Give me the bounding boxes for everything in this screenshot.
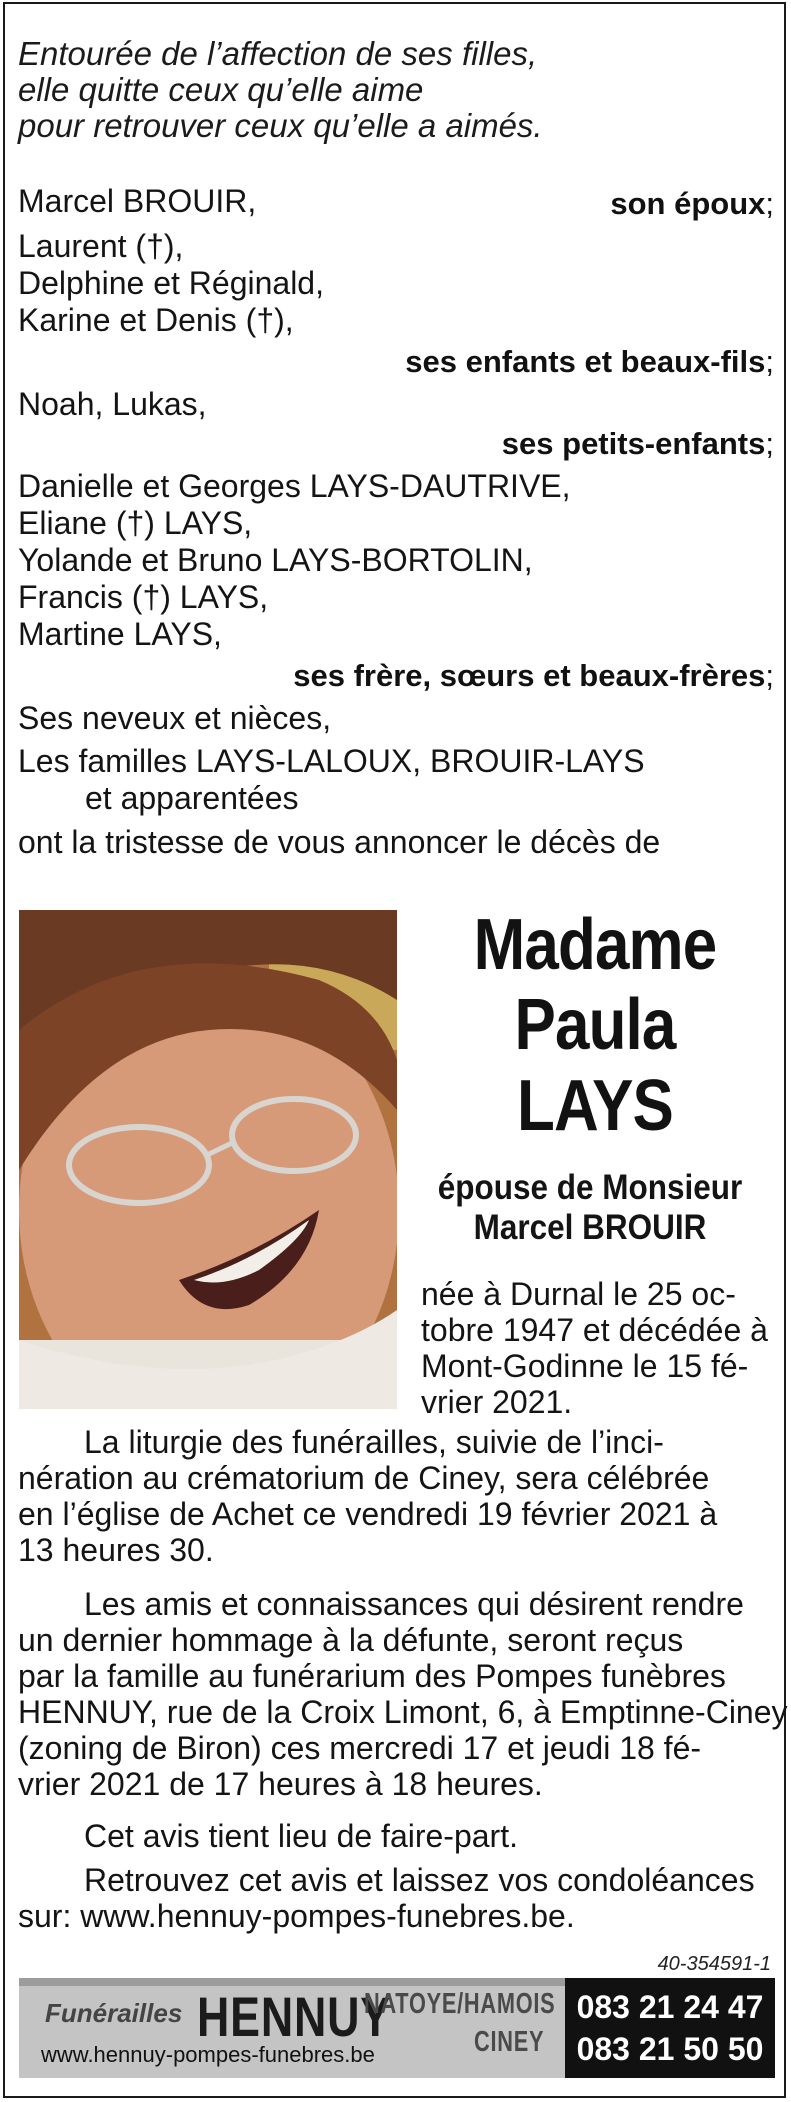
family-line: Eliane (†) LAYS,: [18, 505, 253, 541]
text-line: La liturgie des funérailles, suivie de l’inci-: [84, 1424, 664, 1460]
family-line: Delphine et Réginald,: [18, 265, 324, 301]
notice-line: Cet avis tient lieu de faire-part.: [84, 1818, 518, 1854]
family-line: Karine et Denis (†),: [18, 302, 294, 338]
family-role: [610, 186, 774, 222]
banner-brand-logo: HENNUY: [197, 1985, 391, 2048]
deceased-last-name: LAYS: [516, 1066, 674, 1146]
deceased-first-name: Paula: [514, 985, 676, 1065]
phone-number[interactable]: 083 21 24 47: [576, 1989, 764, 2025]
text-line: sur: www.hennuy-pompes-funebres.be.: [18, 1898, 575, 1934]
family-line: Francis (†) LAYS,: [18, 579, 269, 615]
family-role: [502, 426, 774, 462]
semicolon: ;: [765, 186, 774, 221]
birth-paragraph: [421, 1276, 773, 1420]
family-role-text: ses frère, sœurs et beaux-frères: [293, 658, 766, 693]
family-line: Yolande et Bruno LAYS-BORTOLIN,: [18, 542, 533, 578]
text-line: vrier 2021 de 17 heures à 18 heures.: [18, 1766, 543, 1802]
announcement-line: ont la tristesse de vous annoncer le décès de: [18, 824, 661, 860]
text-line: Mont-Godinne le 15 fé-: [421, 1348, 749, 1384]
family-line: Danielle et Georges LAYS-DAUTRIVE,: [18, 468, 571, 504]
family-line: Ses neveux et nièces,: [18, 700, 332, 736]
banner-towns: NATOYE/HAMOIS: [364, 1988, 556, 2020]
visitation-paragraph: [18, 1586, 788, 1802]
text-line: 13 heures 30.: [18, 1532, 214, 1568]
text-line: née à Durnal le 25 oc-: [421, 1276, 736, 1312]
text-line: en l’église de Achet ce vendredi 19 février 2021 à: [18, 1496, 718, 1532]
family-line: Les familles LAYS-LALOUX, BROUIR-LAYS: [18, 743, 645, 779]
text-line: tobre 1947 et décédée à: [421, 1312, 768, 1348]
semicolon: ;: [765, 658, 774, 693]
funeral-home-banner: [19, 1978, 775, 2078]
family-line: Laurent (†),: [18, 228, 184, 264]
intro-line: elle quitte ceux qu’elle aime: [18, 71, 424, 108]
spouse-name: Marcel BROUIR: [473, 1208, 707, 1247]
family-role: [293, 658, 774, 694]
online-paragraph: [18, 1862, 773, 1934]
text-line: par la famille au funérarium des Pompes funèbres: [18, 1658, 726, 1694]
text-line: (zoning de Biron) ces mercredi 17 et jeudi 18 fé-: [18, 1730, 702, 1766]
text-line: nération au crématorium de Ciney, sera célébrée: [18, 1460, 710, 1496]
family-line: Martine LAYS,: [18, 616, 222, 652]
phone-number[interactable]: 083 21 50 50: [576, 2031, 764, 2067]
liturgy-paragraph: [18, 1424, 773, 1568]
family-line: et apparentées: [85, 780, 299, 816]
text-line: Retrouvez cet avis et laissez vos condoléances: [84, 1862, 755, 1898]
semicolon: ;: [765, 344, 774, 379]
spouse-line: épouse de Monsieur: [437, 1168, 743, 1207]
intro-verse: [18, 36, 758, 144]
family-role-text: son époux: [610, 186, 766, 221]
family-role: [405, 344, 774, 380]
text-line: un dernier hommage à la défunte, seront reçus: [18, 1622, 684, 1658]
text-line: Les amis et connaissances qui désirent rendre: [84, 1586, 744, 1622]
portrait-illustration: [19, 910, 397, 1409]
banner-phones: [565, 1978, 775, 2078]
text-line: HENNUY, rue de la Croix Limont, 6, à Emptinne-Ciney: [18, 1694, 788, 1730]
deceased-name-title: Madame: [473, 905, 717, 985]
banner-towns: CINEY: [474, 2026, 545, 2058]
family-line: Noah, Lukas,: [18, 386, 207, 422]
family-role-text: ses enfants et beaux-fils: [405, 344, 766, 379]
semicolon: ;: [765, 426, 774, 461]
intro-line: pour retrouver ceux qu’elle a aimés.: [18, 107, 543, 144]
banner-brand-area: [19, 1978, 565, 2078]
banner-url-link[interactable]: www.hennuy-pompes-funebres.be: [41, 2042, 375, 2067]
intro-line: Entourée de l’affection de ses filles,: [18, 35, 538, 72]
portrait-photo: [19, 910, 397, 1409]
banner-funerailles: Funérailles: [45, 1998, 183, 2028]
family-line: Marcel BROUIR,: [18, 183, 257, 219]
reference-number: 40-354591-1: [657, 1953, 771, 1975]
text-line: vrier 2021.: [421, 1384, 573, 1420]
family-role-text: ses petits-enfants: [501, 426, 766, 461]
